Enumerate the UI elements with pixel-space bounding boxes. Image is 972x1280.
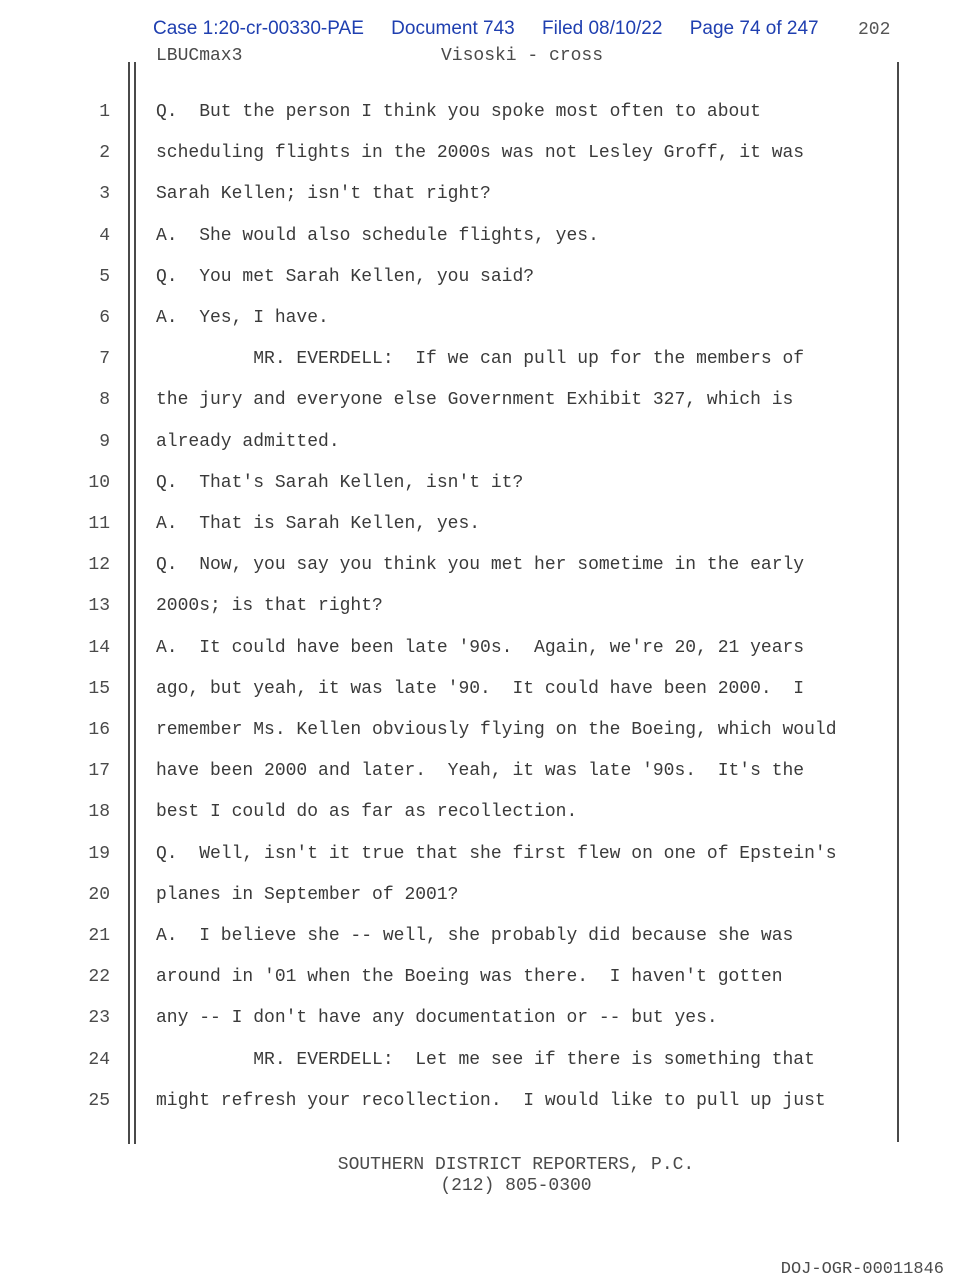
line-number: 11 bbox=[88, 514, 110, 534]
transcript-line: planes in September of 2001? bbox=[156, 884, 459, 905]
transcript-line: around in '01 when the Boeing was there. I haven't gotten bbox=[156, 967, 783, 988]
transcript-line: A. She would also schedule flights, yes. bbox=[156, 225, 599, 246]
line-number: 18 bbox=[88, 802, 110, 823]
transcript-line: Q. Now, you say you think you met her sometime in the early bbox=[156, 555, 805, 576]
line-number: 16 bbox=[88, 720, 110, 740]
right-margin-rule bbox=[897, 62, 899, 1142]
transcript-line: A. I believe she -- well, she probably did because she was bbox=[156, 926, 794, 946]
transcript-case-id: LBUCmax3 bbox=[156, 46, 243, 66]
bates-number: DOJ-OGR-00011846 bbox=[780, 1260, 944, 1279]
line-number: 17 bbox=[88, 761, 110, 782]
left-margin-rule-inner bbox=[134, 62, 136, 1144]
line-number: 14 bbox=[88, 637, 110, 658]
transcript-section: Visoski - cross bbox=[441, 46, 604, 66]
reporter-name: SOUTHERN DISTRICT REPORTERS, P.C. bbox=[337, 1155, 695, 1175]
transcript-line: A. That is Sarah Kellen, yes. bbox=[156, 514, 481, 534]
filing-header bbox=[153, 18, 819, 40]
line-number: 13 bbox=[88, 596, 110, 617]
line-number: 4 bbox=[99, 225, 110, 246]
transcript-page-number: 202 bbox=[858, 20, 891, 40]
line-number: 2 bbox=[99, 143, 110, 164]
line-number: 24 bbox=[88, 1049, 110, 1070]
line-number: 10 bbox=[88, 472, 110, 493]
line-number: 21 bbox=[88, 926, 110, 946]
transcript-line: 2000s; is that right? bbox=[156, 596, 383, 617]
transcript-line: Q. You met Sarah Kellen, you said? bbox=[156, 266, 535, 287]
line-number: 8 bbox=[99, 390, 110, 411]
page-of-total: Page 74 of 247 bbox=[689, 18, 819, 39]
transcript-line: Q. But the person I think you spoke most often to about bbox=[156, 102, 761, 122]
case-number: Case 1:20-cr-00330-PAE bbox=[153, 18, 364, 39]
transcript-line: ago, but yeah, it was late '90. It could have been 2000. I bbox=[156, 678, 805, 699]
reporter-phone: (212) 805-0300 bbox=[440, 1176, 592, 1196]
line-number: 15 bbox=[88, 678, 110, 699]
transcript-line: have been 2000 and later. Yeah, it was late '90s. It's the bbox=[156, 761, 805, 782]
document-number: Document 743 bbox=[391, 18, 515, 39]
transcript-line: Q. Well, isn't it true that she first flew on one of Epstein's bbox=[156, 843, 837, 864]
transcript-line: MR. EVERDELL: Let me see if there is something that bbox=[156, 1049, 815, 1070]
filed-date: Filed 08/10/22 bbox=[542, 18, 663, 39]
line-number: 25 bbox=[88, 1090, 110, 1111]
line-number: 12 bbox=[88, 555, 110, 576]
line-number: 1 bbox=[99, 102, 110, 122]
line-number: 7 bbox=[99, 349, 110, 370]
left-margin-rule-outer bbox=[128, 62, 130, 1144]
transcript-line: already admitted. bbox=[156, 431, 340, 452]
transcript-line: scheduling flights in the 2000s was not Lesley Groff, it was bbox=[156, 143, 805, 164]
transcript-line: Sarah Kellen; isn't that right? bbox=[156, 184, 491, 205]
transcript-line: A. It could have been late '90s. Again, we're 20, 21 years bbox=[156, 637, 805, 658]
transcript-line: A. Yes, I have. bbox=[156, 308, 329, 328]
transcript-line: MR. EVERDELL: If we can pull up for the members of bbox=[156, 349, 805, 370]
line-number: 3 bbox=[99, 184, 110, 205]
transcript-line: remember Ms. Kellen obviously flying on the Boeing, which would bbox=[156, 720, 837, 740]
line-number: 22 bbox=[88, 967, 110, 988]
line-number: 23 bbox=[88, 1008, 110, 1029]
line-number: 6 bbox=[99, 308, 110, 328]
line-number: 20 bbox=[88, 884, 110, 905]
transcript-line: best I could do as far as recollection. bbox=[156, 802, 578, 823]
transcript-line: the jury and everyone else Government Exhibit 327, which is bbox=[156, 390, 794, 411]
line-number: 19 bbox=[88, 843, 110, 864]
transcript-line: might refresh your recollection. I would like to pull up just bbox=[156, 1090, 826, 1111]
transcript-line: Q. That's Sarah Kellen, isn't it? bbox=[156, 472, 524, 493]
line-number: 5 bbox=[99, 266, 110, 287]
transcript-line: any -- I don't have any documentation or -- but yes. bbox=[156, 1008, 718, 1029]
line-number: 9 bbox=[99, 431, 110, 452]
